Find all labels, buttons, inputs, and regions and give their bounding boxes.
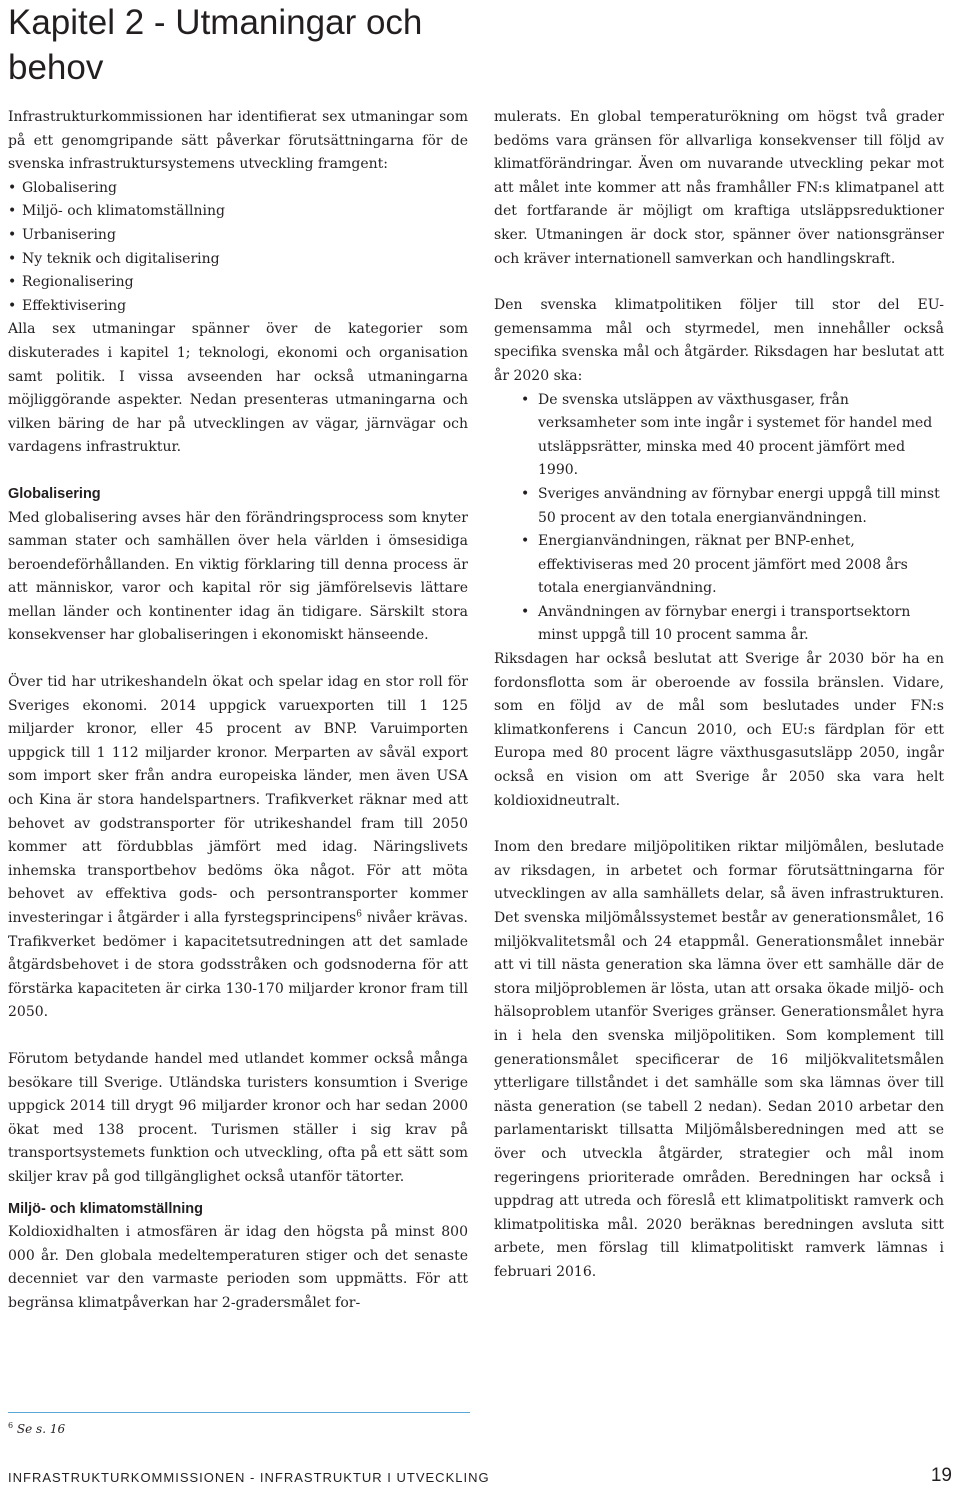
paragraph-text: nivåer krävas. Trafikverket bedömer i kapacitetsutredningen att det samlade åtgärdsbehovet i de stora godsstråken och godsnoderna för att förstärka kapaciteten är cirka 130-170 miljarder kronor fram till 2050. [8, 910, 468, 1021]
body-paragraph: Inom den bredare miljöpolitiken riktar miljömålen, beslutade av riksdagen, in arbetet och formar förutsättningarna för utvecklingen av alla samhällets delar, så även infrastrukturen. Det svenska miljömålssystemet består av generationsmålet, 16 miljökvalitetsmål och 24 etappmål. Generationsmålet innebär att vi till nästa generation ska lämna över ett samhälle där de stora miljöproblemen är lösta, utan att orsaka ökade miljö- och hälsoproblem utanför Sveriges gränser. Generationsmålet hyra in i hela den svenska miljöpolitiken. Som komplement till generationsmålet specificerar de 16 miljökvalitetsmålen ytterligare tillståndet i det samhälle som ska lämnas över till nästa generation (se tabell 2 nedan). Sedan 2010 arbetar den parlamentariskt tillsatta Miljömålsberedningen med att se över och utveckla åtgärder, strategier och mål inom regeringens prioriterade områden. Beredningen har också i uppdrag att utreda och föreslå ett klimatpolitiskt ramverk och klimatpolitiska mål. 2020 beräknas beredningen avsluta sitt arbete, men förslag till klimatpolitiskt ramverk lämnas i februari 2016. [494, 839, 944, 1280]
body-paragraph [8, 671, 468, 1025]
list-item: • Energianvändningen, räknat per BNP-enhet, effektiviseras med 20 procent jämfört med 2008 års totala energianvändning. [538, 530, 944, 601]
running-footer: INFRASTRUKTURKOMMISSIONEN - INFRASTRUKTUR I UTVECKLING [8, 1470, 490, 1485]
list-item: • Miljö- och klimatomställning [8, 200, 468, 224]
left-column [8, 106, 468, 1316]
body-paragraph: Riksdagen har också beslutat att Sverige år 2030 bör ha en fordonsflotta som är oberoende av fossila bränslen. Vidare, som en följd av de mål som beslutades under FN:s klimatkonferens i Cancun 2010, och EU:s färdplan för ett Europa med 80 procent lägre växthusgasutsläpp 2050, ingår också en vision om att Sverige år 2050 ska vara helt koldioxidneutralt. [494, 651, 944, 809]
list-item: • Regionalisering [8, 271, 468, 295]
list-item: • Effektivisering [8, 295, 468, 319]
body-paragraph: mulerats. En global temperaturökning om högst två grader bedöms vara gränsen för allvarliga konsekvenser till följd av klimatförändringar. Även om nuvarande utveckling pekar mot att målet inte kommer att nås framhåller FN:s klimatpanel att det fortfarande är möjligt om kraftiga utsläppsreduktioner sker. Utmaningen är dock stor, spänner över nationsgränser och kräver internationell samverkan och handlingskraft. [494, 109, 944, 267]
intro-paragraph: Infrastrukturkommissionen har identifierat sex utmaningar som på ett genomgripande sätt påverkar förutsättningarna för de svenska infrastruktursystemens utveckling framgent: [8, 109, 468, 173]
challenges-list [8, 177, 468, 319]
list-item: • De svenska utsläppen av växthusgaser, från verksamheter som inte ingår i systemet för handel med utsläppsrätter, minska med 40 procent jämfört med 1990. [538, 389, 944, 483]
list-item: • Ny teknik och digitalisering [8, 248, 468, 272]
footnote-reference: 6 [356, 909, 362, 920]
list-item: • Globalisering [8, 177, 468, 201]
footnote-text: Se s. 16 [13, 1422, 66, 1436]
body-paragraph: Med globalisering avses här den förändringsprocess som knyter samman stater och samhällen över hela världen i ömsesidiga beroendeförhållanden. En viktig förklaring till denna process är att människor, varor och kapital rör sig jämförelsevis lättare mellan länder och kontinenter idag än tidigare. Särskilt stora konsekvenser har globaliseringen i ekonomiskt hänseende. [8, 509, 468, 644]
section-heading-globalisering: Globalisering [8, 485, 101, 502]
list-item: • Användningen av förnybar energi i transportsektorn minst uppgå till 10 procent samma år. [538, 601, 944, 648]
section-heading-klimat: Miljö- och klimatomställning [8, 1200, 203, 1217]
summary-paragraph: Alla sex utmaningar spänner över de kategorier som diskuterades i kapitel 1; teknologi, ekonomi och organisation samt politik. I vissa avseenden har också utmaningarna möjliggörande aspekter. Nedan presenteras utmaningarna och vilken bäring de har på utvecklingen av vägar, järnvägar och vardagens infrastruktur. [8, 321, 468, 456]
list-item: • Sveriges användning av förnybar energi uppgå till minst 50 procent av den totala energianvändningen. [538, 483, 944, 530]
right-column [494, 106, 944, 1285]
page-number: 19 [930, 1465, 952, 1486]
climate-targets-list [494, 389, 944, 649]
chapter-title: Kapitel 2 - Utmaningar och behov [8, 3, 423, 87]
list-item: • Urbanisering [8, 224, 468, 248]
footnote-number: 6 [8, 1421, 14, 1430]
body-paragraph: Förutom betydande handel med utlandet kommer också många besökare till Sverige. Utländska turisters konsumtion i Sverige uppgick 2014 till drygt 96 miljarder kronor och har sedan 2000 ökat med 138 procent. Turismen ställer i sig krav på transportsystemets funktion och utveckling, ofta på ett sätt som skiljer krav på god tillgänglighet också utanför tätorter. [8, 1050, 468, 1185]
body-paragraph: Koldioxidhalten i atmosfären är idag den högsta på minst 800 000 år. Den globala medeltemperaturen stiger och det senaste decenniet var den varmaste perioden som uppmätts. För att begränsa klimatpåverkan har 2-gradersmålet for- [8, 1224, 468, 1311]
body-paragraph: Den svenska klimatpolitiken följer till stor del EU-gemensamma mål och styrmedel, men innehåller också specifika svenska mål och åtgärder. Riksdagen har beslutat att år 2020 ska: [494, 297, 944, 384]
paragraph-text: Över tid har utrikeshandeln ökat och spelar idag en stor roll för Sveriges ekonomi. 2014 uppgick varuexporten till 1 125 miljarder kronor, eller 45 procent av BNP. Varuimporten uppgick till 1 112 miljarder kronor. Merparten av såväl export som import sker från andra europeiska länder, men även USA och Kina är stora handelspartners. Trafikverket räknar med att behovet av godstransporter för utrikeshandel fram till 2050 kommer att fördubblas jämfört med idag. Näringslivets inhemska transportbehov bedöms öka något. För att möta behovet av effektiva gods- och persontransporter kommer investeringar i åtgärder i alla fyrstegsprincipens [8, 674, 468, 926]
footnote-divider [8, 1412, 470, 1413]
footnote [8, 1419, 65, 1439]
